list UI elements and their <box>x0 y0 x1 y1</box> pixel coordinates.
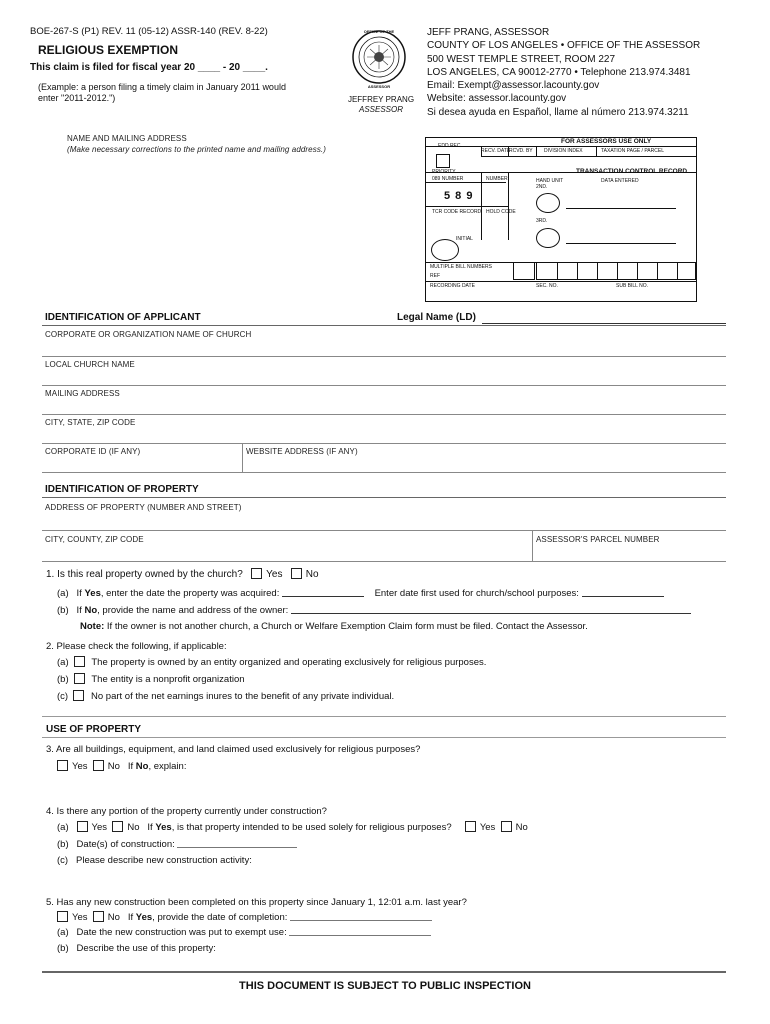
field-label: WEBSITE ADDRESS (IF ANY) <box>246 447 358 456</box>
q5-yes-checkbox[interactable] <box>57 911 68 922</box>
assessor-box-title: FOR ASSESSORS USE ONLY <box>561 138 652 145</box>
assessor-box-label: RECV. DATE <box>481 148 511 154</box>
q4a-pre: If <box>147 822 156 833</box>
q4a-bold: Yes <box>155 822 172 833</box>
digit-box <box>513 262 535 280</box>
code-value: 5 8 9 <box>444 190 474 202</box>
q5-answer-row <box>57 911 432 923</box>
q1-note-bold: Note: <box>80 621 105 632</box>
q5b-marker: (b) <box>57 943 69 954</box>
circle-mark <box>431 239 459 261</box>
q5-no-checkbox[interactable] <box>93 911 104 922</box>
q4c-text: Please describe new construction activity: <box>76 855 252 866</box>
data-entry-label: DATA ENTERED <box>601 178 639 184</box>
q4a-no2-label: No <box>515 822 528 833</box>
corporate-id-row[interactable] <box>42 472 726 473</box>
office-line: Website: assessor.lacounty.gov <box>427 93 567 105</box>
tcr-title: TRANSACTION CONTROL RECORD <box>576 168 688 175</box>
city-state-zip-field[interactable] <box>42 443 726 444</box>
date-first-used-field[interactable] <box>582 587 664 597</box>
q3-explain-pre: If <box>127 761 136 772</box>
q2b-text: The entity is a nonprofit organization <box>91 674 245 685</box>
code-label: 089 NUMBER <box>432 176 464 182</box>
q2b-row <box>57 673 245 685</box>
bottom-label: SUB BILL NO. <box>616 283 649 289</box>
multi-bill-label: MULTIPLE BILL NUMBERS <box>430 264 492 270</box>
z-label: 3RD. <box>536 218 548 224</box>
q1b-pre: If <box>76 605 85 616</box>
form-title: RELIGIOUS EXEMPTION <box>38 43 179 57</box>
z-label: 2ND. <box>536 184 548 190</box>
q4a-marker: (a) <box>57 822 69 833</box>
q3-text: 3. Are all buildings, equipment, and land claimed used exclusively for religious purposes? <box>46 744 421 755</box>
priority-label: PRIORITY <box>432 169 456 175</box>
q1-no-checkbox[interactable] <box>291 568 302 579</box>
q4c-row <box>57 855 252 866</box>
q2c-marker: (c) <box>57 691 69 702</box>
ref-label: REF <box>430 273 440 279</box>
example-line-2: enter "2011-2012.") <box>38 93 116 103</box>
mailing-address-note: (Make necessary corrections to the printed name and mailing address.) <box>67 145 327 154</box>
q1-yes-label: Yes <box>266 569 283 580</box>
q3-answer-row <box>57 760 186 772</box>
field-label: CORPORATE ID (IF ANY) <box>45 447 141 456</box>
church-name-field[interactable] <box>42 356 726 357</box>
q1a-bold: Yes <box>84 588 101 599</box>
q1a-pre: If <box>76 588 85 599</box>
edd-box <box>436 154 450 168</box>
q4b-text: Date(s) of construction: <box>76 839 175 850</box>
q2a-marker: (a) <box>57 657 69 668</box>
office-line: COUNTY OF LOS ANGELES • OFFICE OF THE ASSESSOR <box>427 40 701 52</box>
completion-date-field[interactable] <box>290 911 432 921</box>
q4a-yes2-label: Yes <box>479 822 496 833</box>
q3-yes-label: Yes <box>72 761 88 772</box>
q3-no-checkbox[interactable] <box>93 760 104 771</box>
field-label: CITY, STATE, ZIP CODE <box>45 418 136 427</box>
office-line: LOS ANGELES, CA 90012-2770 • Telephone 213.974.3481 <box>427 66 691 78</box>
q1a-row <box>57 587 664 599</box>
assessor-box-label: RCVD. BY <box>509 148 533 154</box>
example-line-1: (Example: a person filing a timely claim in January 2011 would <box>38 82 286 92</box>
q1-note-text: If the owner is not another church, a Church or Welfare Exemption Claim form must be filed. Contact the Assessor. <box>104 621 588 632</box>
q1-no-label: No <box>305 569 319 580</box>
col-label: NUMBER <box>486 176 508 182</box>
property-city-field[interactable] <box>42 561 726 562</box>
q2c-row <box>57 690 394 702</box>
office-address-block <box>427 26 700 119</box>
q4b-marker: (b) <box>57 839 69 850</box>
q2a-row <box>57 656 486 668</box>
owner-name-field[interactable] <box>291 604 691 614</box>
bottom-label: RECORDING DATE <box>430 283 475 289</box>
mailing-address-label: NAME AND MAILING ADDRESS <box>67 134 187 143</box>
q4a-yes-label: Yes <box>91 822 108 833</box>
field-label: CORPORATE OR ORGANIZATION NAME OF CHURCH <box>45 330 252 339</box>
q4a-yes2-checkbox[interactable] <box>465 821 476 832</box>
q5a-row <box>57 926 431 938</box>
q1a-text2: Enter date first used for church/school purposes: <box>374 588 579 599</box>
date-acquired-field[interactable] <box>282 587 364 597</box>
office-line: Email: Exempt@assessor.lacounty.gov <box>427 80 600 92</box>
q1-note <box>80 621 588 632</box>
fiscal-year-line: This claim is filed for fiscal year 20 ____ - 20 ____. <box>30 62 268 73</box>
q4c-marker: (c) <box>57 855 69 866</box>
q3-explain-post: , explain: <box>148 761 187 772</box>
circle-mark <box>536 228 560 248</box>
q2a-checkbox[interactable] <box>74 656 85 667</box>
assessor-name-under-seal: JEFFREY PRANG <box>347 95 415 104</box>
q2b-checkbox[interactable] <box>74 673 85 684</box>
seal-text-bottom: ASSESSOR <box>367 84 391 89</box>
property-section-title: IDENTIFICATION OF PROPERTY <box>45 484 199 495</box>
field-label: LOCAL CHURCH NAME <box>45 360 135 369</box>
q2-text: 2. Please check the following, if applicable: <box>46 641 227 652</box>
office-line: JEFF PRANG, ASSESSOR <box>427 27 550 38</box>
q1-yes-checkbox[interactable] <box>251 568 262 579</box>
office-line: Si desea ayuda en Español, llame al número 213.974.3211 <box>427 106 689 118</box>
q3-no-label: No <box>107 761 120 772</box>
q4a-row <box>57 821 528 833</box>
q2b-marker: (b) <box>57 674 69 685</box>
q5-yes-label: Yes <box>72 912 88 923</box>
q3-yes-checkbox[interactable] <box>57 760 68 771</box>
q4a-post: , is that property intended to be used solely for religious purposes? <box>171 822 452 833</box>
legal-name-field[interactable] <box>482 323 726 324</box>
q1b-post: , provide the name and address of the owner: <box>97 605 289 616</box>
digit-box-row <box>536 262 696 280</box>
q5a-text: Date the new construction was put to exempt use: <box>76 927 287 938</box>
mailing-address-field[interactable] <box>42 414 726 415</box>
construction-dates-field[interactable] <box>177 838 297 848</box>
field-label: MAILING ADDRESS <box>45 389 120 398</box>
hold-label: HOLD CODE <box>486 209 516 215</box>
bottom-label: SEC. NO. <box>536 283 558 289</box>
q1b-bold: No <box>84 605 98 616</box>
field-label: CITY, COUNTY, ZIP CODE <box>45 535 144 544</box>
legal-name-label: Legal Name (LD) <box>397 312 476 323</box>
form-id: BOE-267-S (P1) REV. 11 (05-12) ASSR-140 (REV. 8-22) <box>30 26 268 37</box>
field-label: ASSESSOR'S PARCEL NUMBER <box>536 535 660 544</box>
initial-label: INITIAL <box>456 236 473 242</box>
assessor-box-label: DIVISION INDEX <box>544 148 583 154</box>
q1b-row <box>57 604 691 616</box>
q4b-row <box>57 838 297 850</box>
assessor-box-label: EDD REC. <box>438 143 462 149</box>
assessor-seal <box>351 27 407 91</box>
assessor-use-box <box>425 137 697 302</box>
q1-text: 1. Is this real property owned by the church? <box>46 569 243 580</box>
field-label: ADDRESS OF PROPERTY (NUMBER AND STREET) <box>45 503 242 512</box>
circle-mark <box>536 193 560 213</box>
local-church-field[interactable] <box>42 385 726 386</box>
q5b-text: Describe the use of this property: <box>76 943 216 954</box>
q5a-marker: (a) <box>57 927 69 938</box>
q4a-yes-checkbox[interactable] <box>77 821 88 832</box>
q1b-marker: (b) <box>57 605 69 616</box>
q4a-no-checkbox[interactable] <box>112 821 123 832</box>
q2c-text: No part of the net earnings inures to the benefit of any private individual. <box>91 691 395 702</box>
applicant-section-title: IDENTIFICATION OF APPLICANT <box>45 312 201 323</box>
use-section-title: USE OF PROPERTY <box>46 724 142 735</box>
q5b-row <box>57 943 216 954</box>
q1-row <box>46 568 319 580</box>
col-label: HAND UNIT <box>536 178 564 184</box>
office-line: 500 WEST TEMPLE STREET, ROOM 227 <box>427 53 616 65</box>
q5-bold: Yes <box>135 912 153 923</box>
q3-explain-bold: No <box>135 761 149 772</box>
q1a-post: , enter the date the property was acquired: <box>100 588 280 599</box>
q2c-checkbox[interactable] <box>73 690 84 701</box>
footer-text: THIS DOCUMENT IS SUBJECT TO PUBLIC INSPECTION <box>239 980 531 992</box>
q5-text: 5. Has any new construction been completed on this property since January 1, 12:01 a.m. last year? <box>46 897 467 908</box>
seal-text-top: OFFICE OF THE <box>363 29 395 34</box>
assessor-title-under-seal: ASSESSOR <box>358 105 403 114</box>
q5-post: , provide the date of completion: <box>152 912 288 923</box>
q1a-marker: (a) <box>57 588 69 599</box>
assessor-box-label: TAXATION PAGE / PARCEL <box>601 148 664 154</box>
q4-text: 4. Is there any portion of the property currently under construction? <box>46 806 327 817</box>
q5-pre: If <box>127 912 136 923</box>
q2a-text: The property is owned by an entity organized and operating exclusively for religious purposes. <box>91 657 487 668</box>
q5-no-label: No <box>107 912 120 923</box>
q4a-no2-checkbox[interactable] <box>501 821 512 832</box>
property-address-field[interactable] <box>42 530 726 531</box>
exempt-use-date-field[interactable] <box>289 926 431 936</box>
q4a-no-label: No <box>127 822 140 833</box>
tcr-code-label: TCR CODE RECORD <box>432 209 482 215</box>
